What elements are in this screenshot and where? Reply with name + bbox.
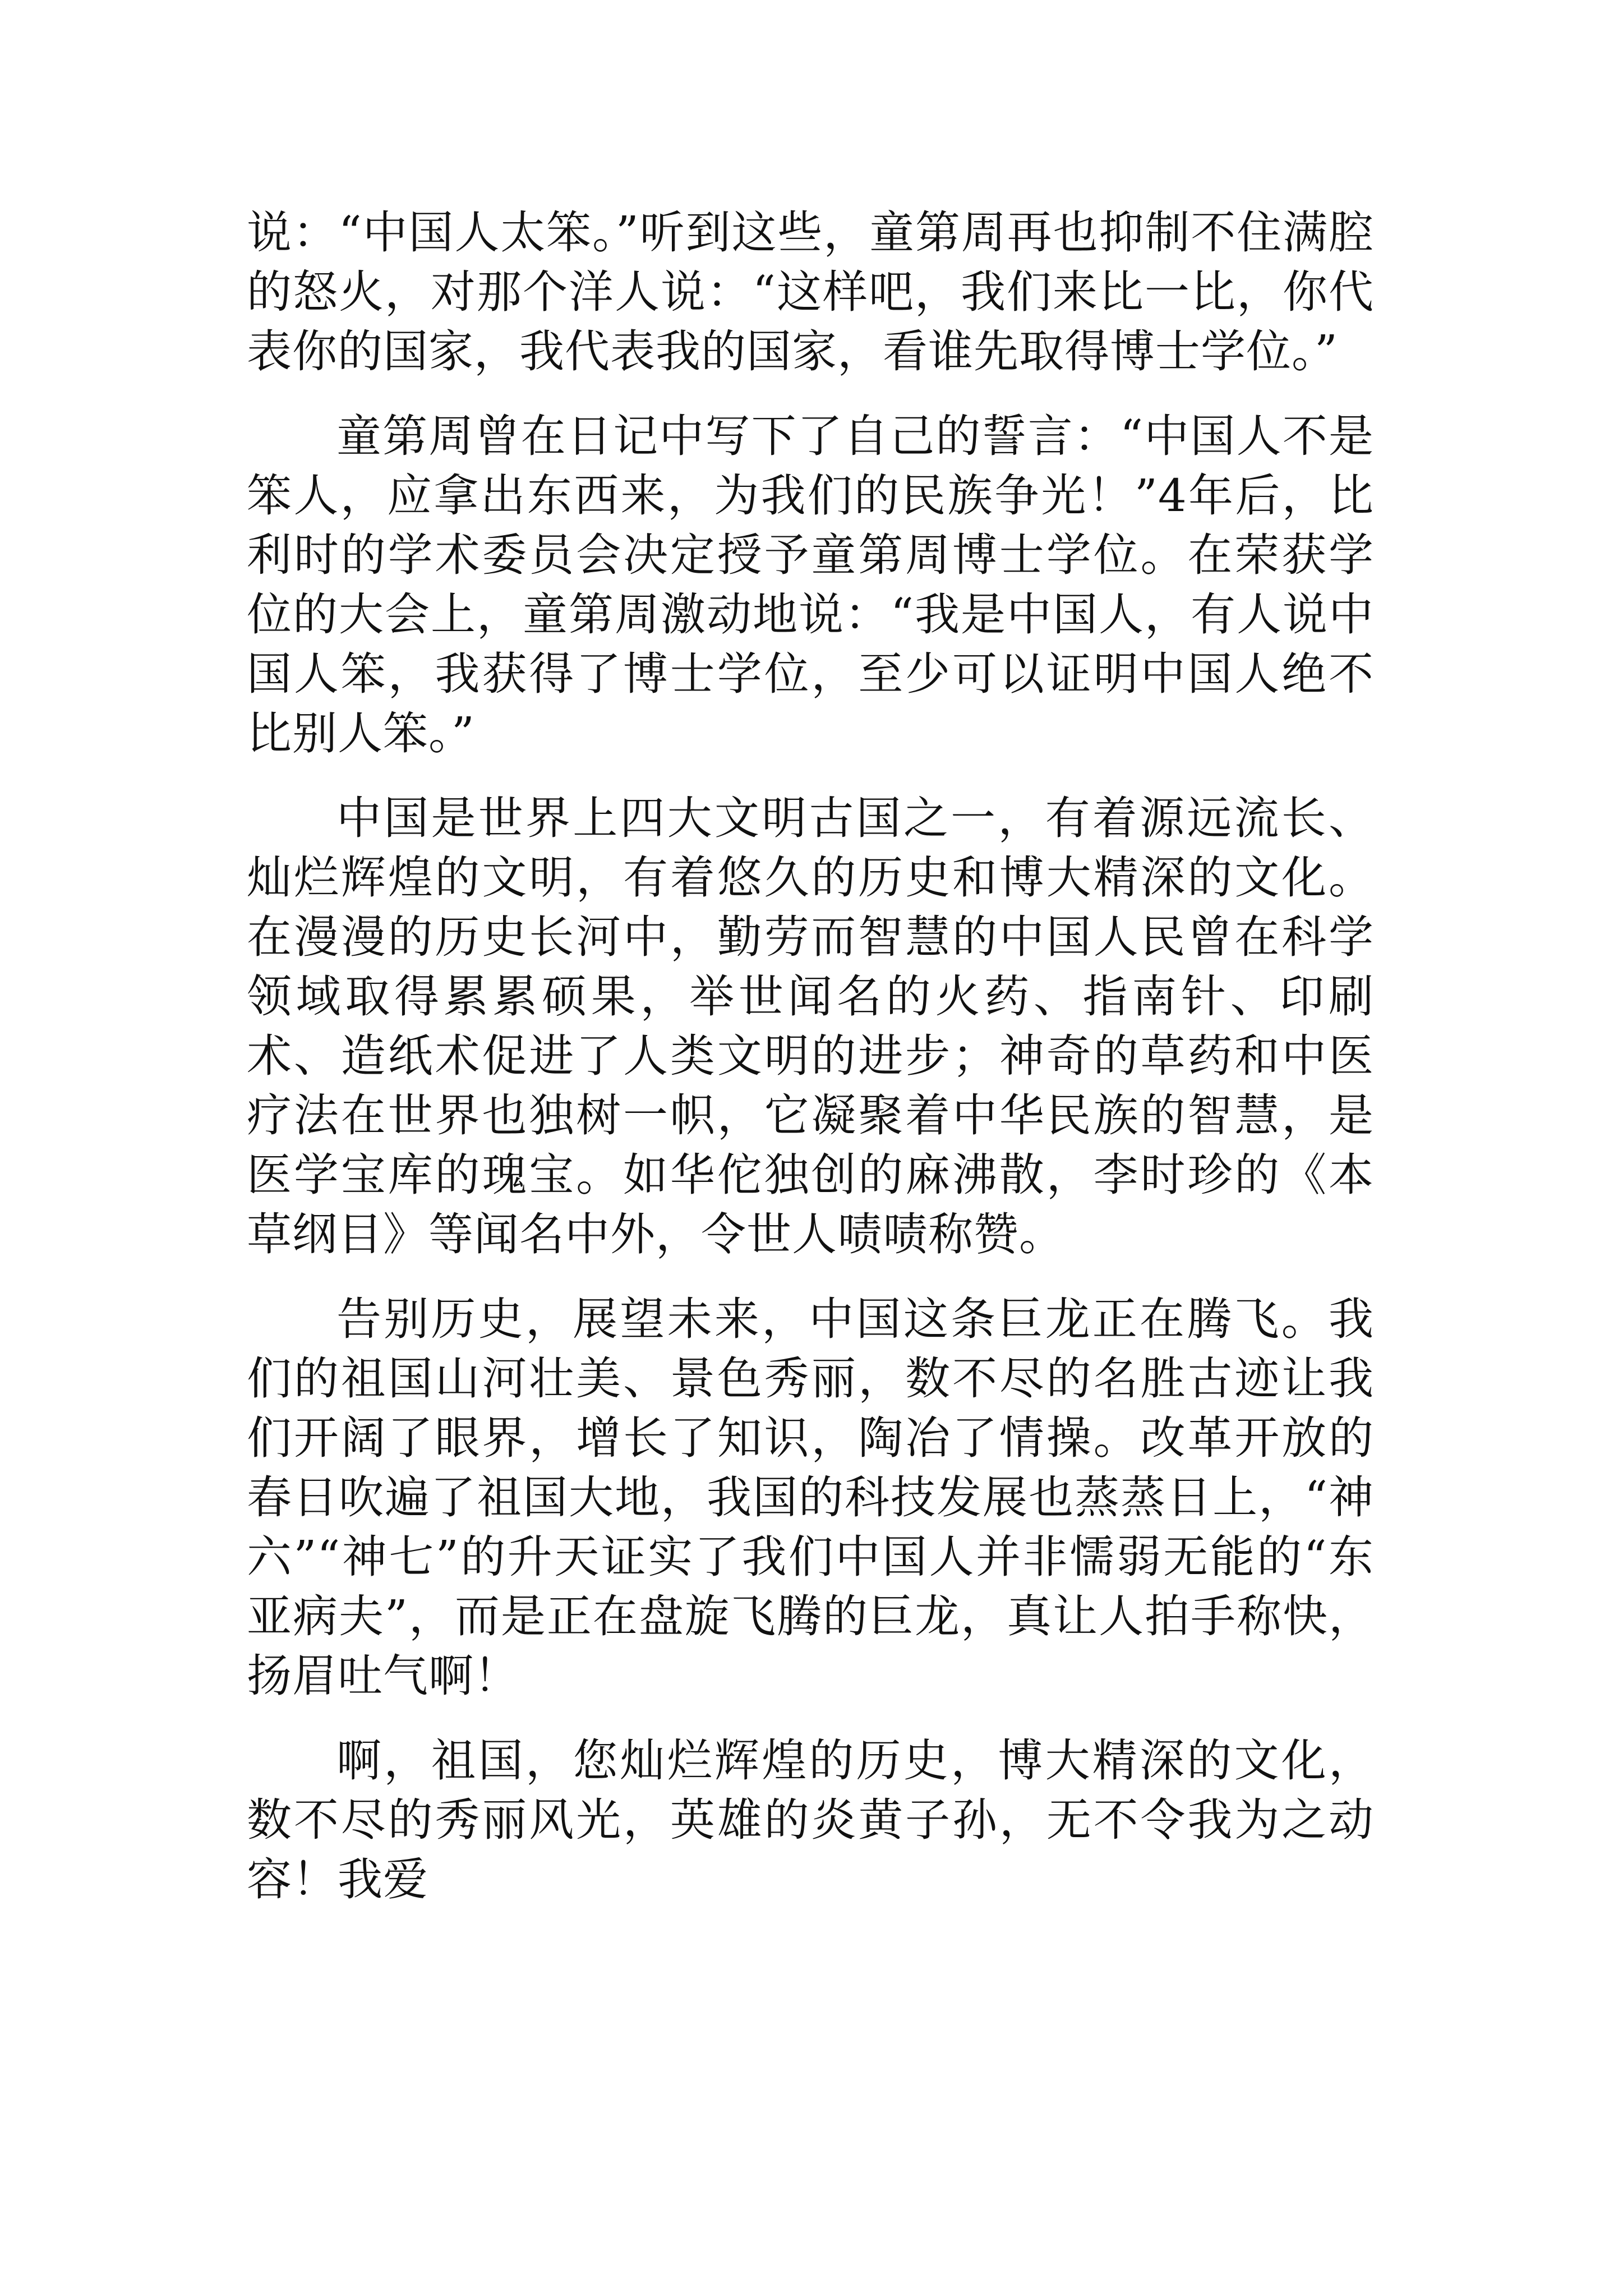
paragraph-3: 中国是世界上四大文明古国之一，有着源远流长、灿烂辉煌的文明，有着悠久的历史和博大精深的文化。在漫漫的历史长河中，勤劳而智慧的中国人民曾在科学领域取得累累硕果，举世闻名的火药、指南针、印刷术、造纸术促进了人类文明的进步；神奇的草药和中医疗法在世界也独树一帜，它凝聚着中华民族的智慧，是医学宝库的瑰宝。如华佗独创的麻沸散，李时珍的《本草纲目》等闻名中外，令世人啧啧称赞。 xyxy=(247,792,1374,1260)
paragraph-4: 告别历史，展望未来，中国这条巨龙正在腾飞。我们的祖国山河壮美、景色秀丽，数不尽的名胜古迹让我们开阔了眼界，增长了知识，陶冶了情操。改革开放的春日吹遍了祖国大地，我国的科技发展也蒸蒸日上，“神六”“神七”的升天证实了我们中国人并非懦弱无能的“东亚病夫”，而是正在盘旋飞腾的巨龙，真让人拍手称快，扬眉吐气啊！ xyxy=(247,1293,1374,1702)
paragraph-2: 童第周曾在日记中写下了自己的誓言：“中国人不是笨人，应拿出东西来，为我们的民族争光！”4年后，比利时的学术委员会决定授予童第周博士学位。在荣获学位的大会上，童第周激动地说：“我是中国人，有人说中国人笨，我获得了博士学位，至少可以证明中国人绝不比别人笨。” xyxy=(247,410,1374,760)
body-text xyxy=(247,203,1374,1935)
paragraph-1: 说：“中国人太笨。”听到这些，童第周再也抑制不住满腔的怒火，对那个洋人说：“这样吧，我们来比一比，你代表你的国家，我代表我的国家，看谁先取得博士学位。” xyxy=(247,206,1374,378)
paragraph-5: 啊，祖国，您灿烂辉煌的历史，博大精深的文化，数不尽的秀丽风光，英雄的炎黄子孙，无不令我为之动容！我爱 xyxy=(247,1734,1374,1906)
